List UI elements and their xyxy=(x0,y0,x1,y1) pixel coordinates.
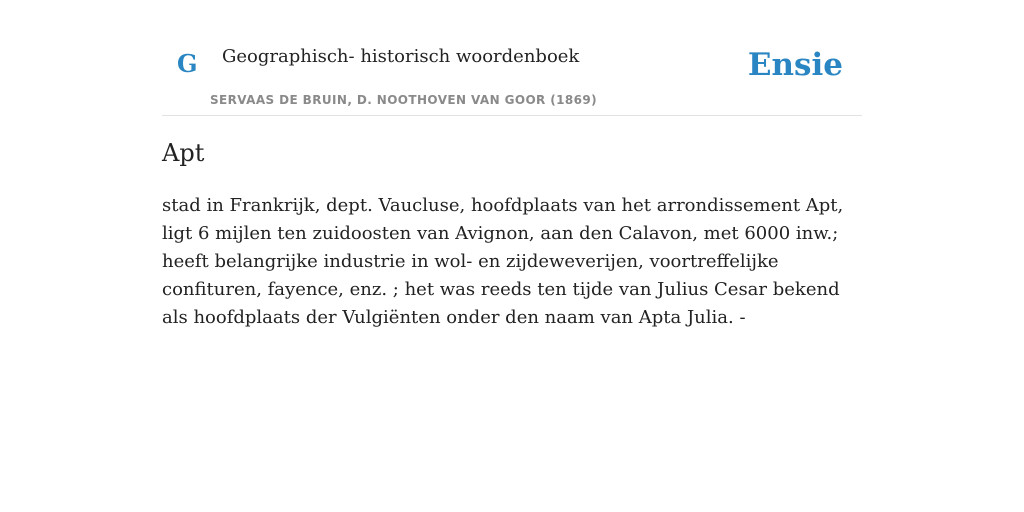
book-logo-icon[interactable]: G xyxy=(177,49,198,78)
entry-text: stad in Frankrijk, dept. Vaucluse, hoofdplaats van het arrondissement Apt, ligt 6 mijlen ten zuidoosten van Avignon, aan den Calavon, met 6000 inw.; heeft belangrijke industrie in wol- en zijdeweverijen, voortreffelijke confituren, fayence, enz. ; het was reeds ten tijde van Julius Cesar bekend als hoofdplaats der Vulgiënten onder den naam van Apta Julia. - xyxy=(162,195,844,328)
page xyxy=(162,0,862,328)
ensie-logo-link[interactable]: Ensie xyxy=(747,47,843,83)
book-header xyxy=(162,0,862,116)
book-authors: SERVAAS DE BRUIN, D. NOOTHOVEN VAN GOOR (1869) xyxy=(210,93,598,107)
book-title-link[interactable]: Geographisch- historisch woordenboek xyxy=(222,46,580,67)
entry-title: Apt xyxy=(162,139,205,167)
